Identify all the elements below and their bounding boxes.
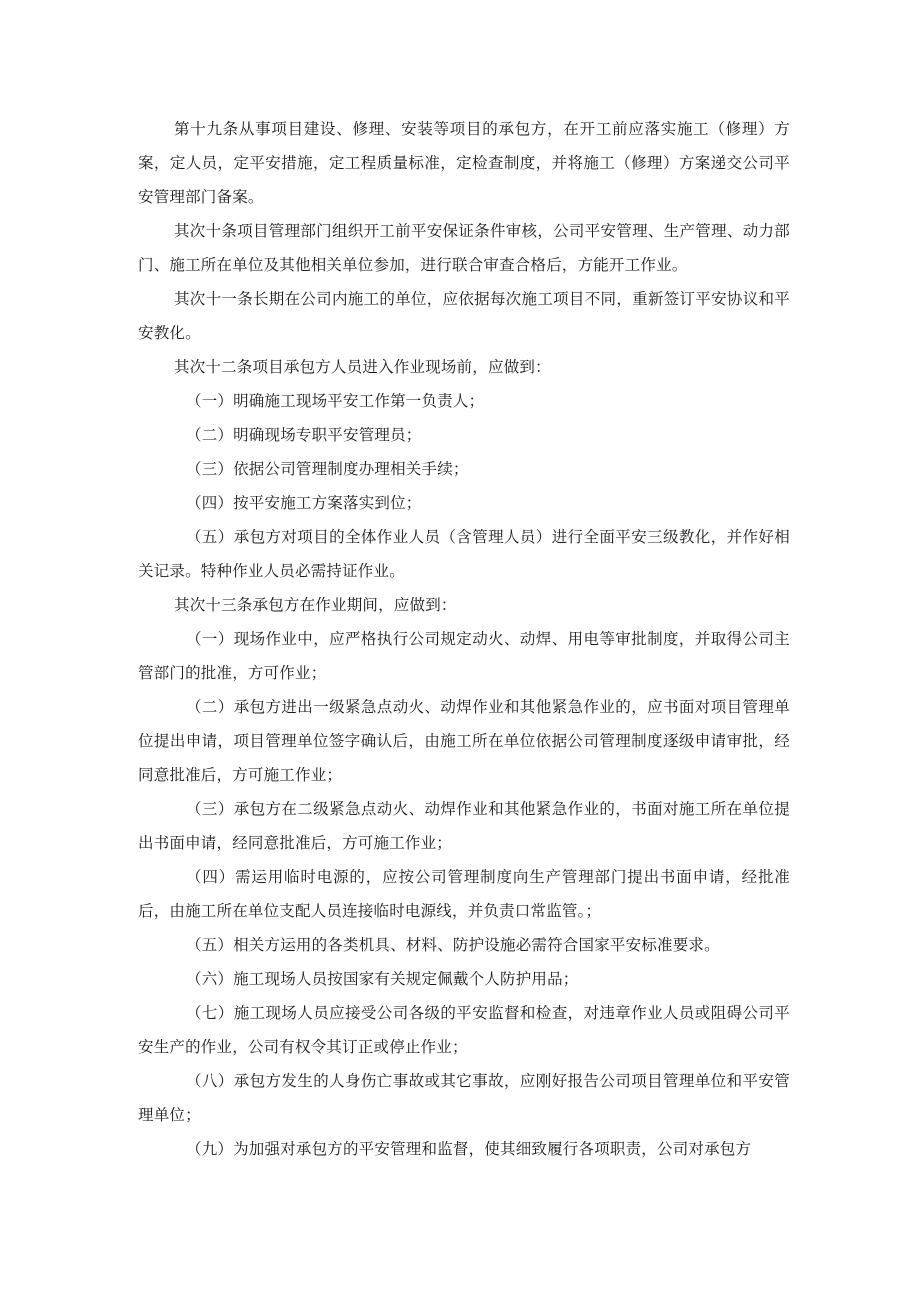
article-22-item-2: （二）明确现场专职平安管理员； (186, 426, 422, 444)
article-19: 第十九条从事项目建设、修理、安装等项目的承包方，在开工前应落实施工（修理）方案，定人员，定平安措施，定工程质量标准，定检查制度，并将施工（修理）方案递交公司平安管理部门备案。 (138, 120, 790, 206)
article-23-item-7: （七）施工现场人员应接受公司各级的平安监督和检查，对违章作业人员或阻碍公司平安生产的作业，公司有权令其订正或停止作业； (138, 1004, 790, 1056)
article-20: 其次十条项目管理部门组织开工前平安保证条件审核，公司平安管理、生产管理、动力部门、施工所在单位及其他相关单位参加，进行联合审查合格后，方能开工作业。 (138, 222, 790, 274)
article-23-item-1: （一）现场作业中，应严格执行公司规定动火、动焊、用电等审批制度，并取得公司主管部门的批准，方可作业； (138, 630, 790, 682)
article-23-item-2: （二）承包方进出一级紧急点动火、动焊作业和其他紧急作业的，应书面对项目管理单位提出申请，项目管理单位签字确认后，由施工所在单位依据公司管理制度逐级申请审批，经同意批准后，方可施工作业； (138, 698, 790, 784)
article-22-item-1: （一）明确施工现场平安工作第一负责人； (186, 392, 485, 410)
article-23-item-9: （九）为加强对承包方的平安管理和监督，使其细致履行各项职责，公司对承包方 (186, 1140, 752, 1158)
article-23-item-5: （五）相关方运用的各类机具、材料、防护设施必需符合国家平安标准要求。 (186, 936, 720, 954)
article-23-item-8: （八）承包方发生的人身伤亡事故或其它事故，应刚好报告公司项目管理单位和平安管理单位； (138, 1072, 790, 1124)
article-22-item-3: （三）依据公司管理制度办理相关手续； (186, 460, 469, 478)
article-22-item-5: （五）承包方对项目的全体作业人员（含管理人员）进行全面平安三级教化，并作好相关记录。特种作业人员必需持证作业。 (138, 528, 790, 580)
article-23-item-3: （三）承包方在二级紧急点动火、动焊作业和其他紧急作业的，书面对施工所在单位提出书面申请，经同意批准后，方可施工作业； (138, 800, 790, 852)
article-22: 其次十二条项目承包方人员进入作业现场前，应做到： (174, 358, 551, 376)
article-21: 其次十一条长期在公司内施工的单位，应依据每次施工项目不同，重新签订平安协议和平安教化。 (138, 290, 790, 342)
article-23: 其次十三条承包方在作业期间，应做到： (174, 596, 457, 614)
article-23-item-6: （六）施工现场人员按国家有关规定佩戴个人防护用品； (186, 970, 579, 988)
article-23-item-4: （四）需运用临时电源的，应按公司管理制度向生产管理部门提出书面申请，经批准后，由施工所在单位支配人员连接临时电源线，并负责口常监管。； (138, 868, 790, 920)
document-body (138, 112, 790, 1166)
article-22-item-4: （四）按平安施工方案落实到位； (186, 494, 422, 512)
